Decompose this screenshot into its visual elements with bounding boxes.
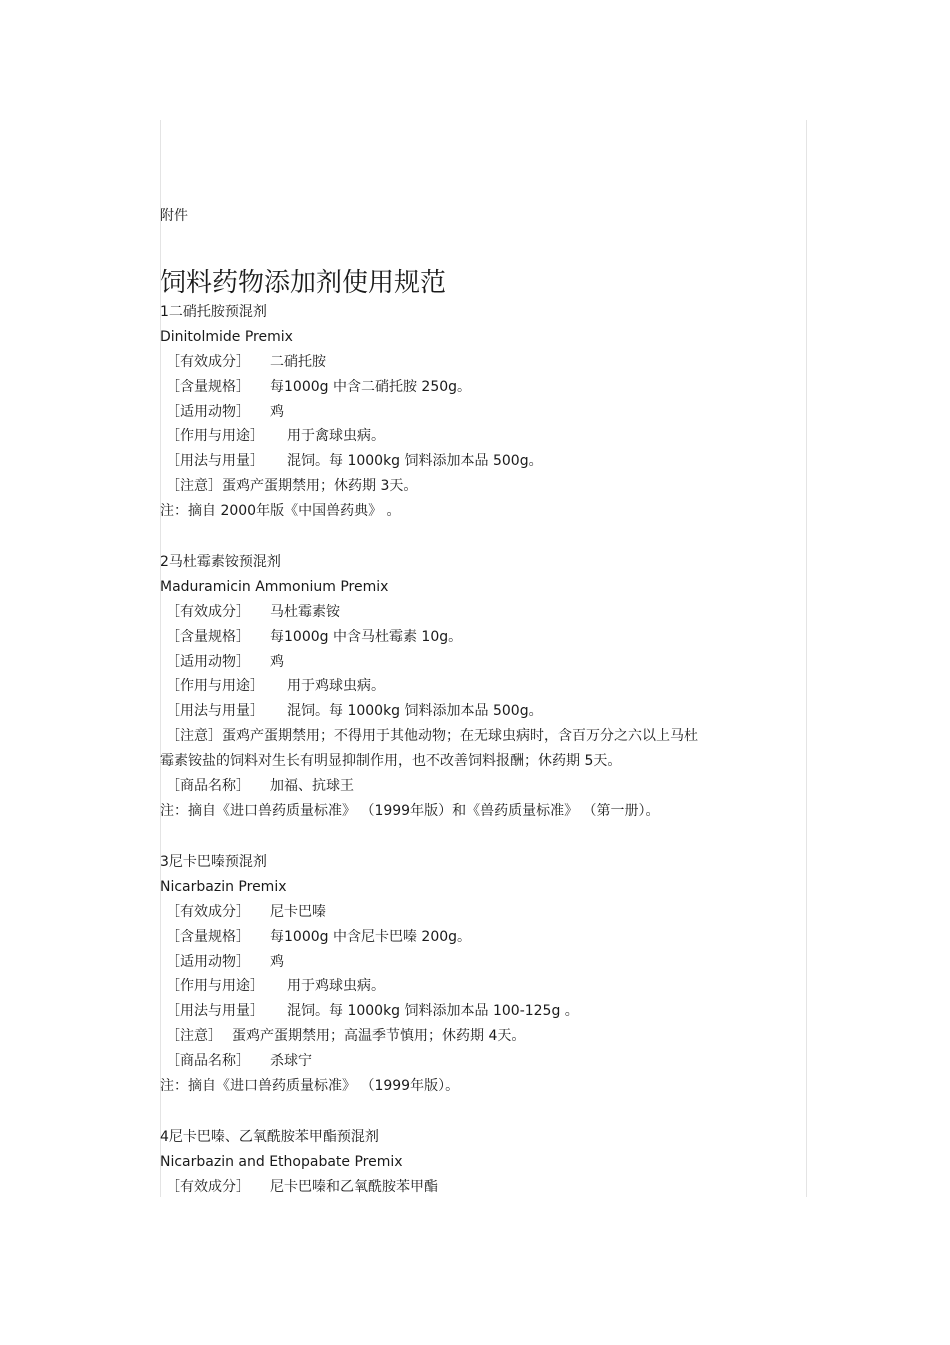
field-row: ［用法与用量］ 混饲。每 1000kg 饲料添加本品 500g。 <box>166 703 543 720</box>
section-english-name: Maduramicin Ammonium Premix <box>160 578 389 595</box>
caution-line-continued: 霉素铵盐的饲料对生长有明显抑制作用，也不改善饲料报酬；休药期 5天。 <box>160 753 622 770</box>
section-english-name: Nicarbazin and Ethopabate Premix <box>160 1153 403 1170</box>
document-title: 饲料药物添加剂使用规范 <box>160 268 447 298</box>
section-english-name: Nicarbazin Premix <box>160 878 287 895</box>
field-row: ［含量规格］ 每1000g 中含马杜霉素 10g。 <box>166 628 463 645</box>
annex-label: 附件 <box>160 208 188 224</box>
field-row-trade-name: ［商品名称］ 加福、抗球王 <box>166 778 354 795</box>
field-row: ［含量规格］ 每1000g 中含尼卡巴嗪 200g。 <box>166 928 472 945</box>
field-row: ［用法与用量］ 混饲。每 1000kg 饲料添加本品 100-125g 。 <box>166 1003 579 1020</box>
source-note: 注：摘自《进口兽药质量标准》 （1999年版）。 <box>160 1078 460 1095</box>
section-heading: 4尼卡巴嗪、乙氧酰胺苯甲酯预混剂 <box>160 1129 379 1145</box>
source-note: 注：摘自 2000年版《中国兽药典》 。 <box>160 503 401 520</box>
section-nicarbazin <box>160 850 806 1099</box>
field-row: ［适用动物］ 鸡 <box>166 653 284 670</box>
field-row: ［注意］ 蛋鸡产蛋期禁用；高温季节慎用；休药期 4天。 <box>166 1028 526 1045</box>
field-row: ［有效成分］ 尼卡巴嗪和乙氧酰胺苯甲酯 <box>166 1178 438 1195</box>
section-heading: 1二硝托胺预混剂 <box>160 304 267 320</box>
field-row: ［作用与用途］ 用于禽球虫病。 <box>166 428 385 445</box>
section-nicarbazin-ethopabate <box>160 1125 806 1200</box>
field-row: ［作用与用途］ 用于鸡球虫病。 <box>166 978 385 995</box>
page-right-rule <box>806 120 807 1197</box>
field-row: ［有效成分］ 尼卡巴嗪 <box>166 903 326 920</box>
field-row: ［有效成分］ 二硝托胺 <box>166 353 326 370</box>
section-heading: 2马杜霉素铵预混剂 <box>160 554 281 570</box>
section-maduramicin <box>160 550 806 824</box>
caution-line: ［注意］蛋鸡产蛋期禁用；不得用于其他动物；在无球虫病时，含百万分之六以上马杜 <box>166 728 698 745</box>
field-row: ［适用动物］ 鸡 <box>166 403 284 420</box>
field-row: ［含量规格］ 每1000g 中含二硝托胺 250g。 <box>166 378 472 395</box>
field-row: ［商品名称］ 杀球宁 <box>166 1053 312 1070</box>
source-note: 注：摘自《进口兽药质量标准》 （1999年版）和《兽药质量标准》 （第一册）。 <box>160 802 660 819</box>
field-row: ［有效成分］ 马杜霉素铵 <box>166 603 340 620</box>
section-english-name: Dinitolmide Premix <box>160 328 293 345</box>
field-row: ［用法与用量］ 混饲。每 1000kg 饲料添加本品 500g。 <box>166 453 543 470</box>
section-heading: 3尼卡巴嗪预混剂 <box>160 854 267 870</box>
section-dinitolmide <box>160 300 806 524</box>
field-row: ［适用动物］ 鸡 <box>166 953 284 970</box>
caution-line: ［注意］蛋鸡产蛋期禁用；休药期 3天。 <box>166 478 418 495</box>
field-row: ［作用与用途］ 用于鸡球虫病。 <box>166 678 385 695</box>
